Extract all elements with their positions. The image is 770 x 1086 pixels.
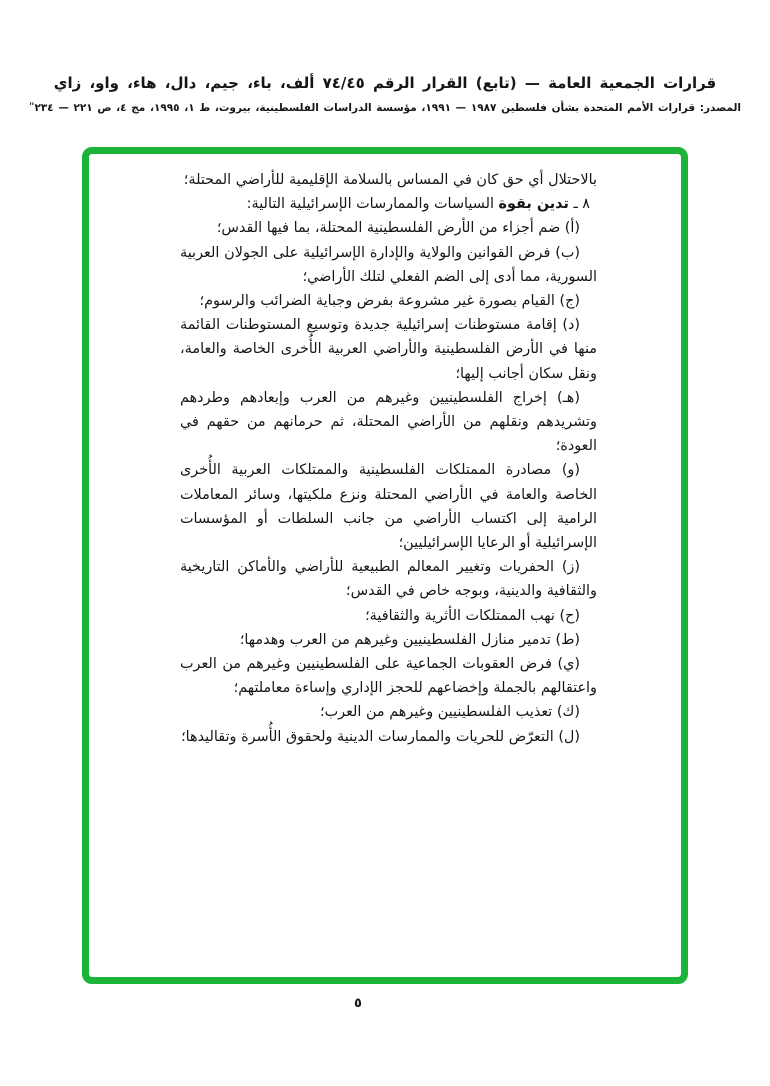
clause-w bbox=[180, 458, 597, 555]
resolution-text bbox=[180, 168, 597, 749]
clause-text: التعرّض للحريات والممارسات الدينية ولحقوق الأُسرة وتقاليدها؛ bbox=[181, 728, 554, 745]
clause-letter: (ل) bbox=[558, 728, 580, 745]
clause-hh bbox=[180, 604, 597, 628]
clause-t bbox=[180, 628, 597, 652]
clause-letter: (ح) bbox=[559, 607, 580, 624]
page-number: ٥ bbox=[354, 996, 362, 1011]
clause-letter: (ط) bbox=[555, 631, 580, 648]
clause-letter: (و) bbox=[561, 462, 580, 479]
clause-letter: (د) bbox=[562, 317, 580, 334]
paragraph-rest: السياسات والممارسات الإسرائيلية التالية: bbox=[246, 196, 494, 213]
source-citation: المصدر: قرارات الأمم المتحدة بشأن فلسطين ١٩٨٧ — ١٩٩١، مؤسسة الدراسات الفلسطينية، بيروت، ط ١، ١٩٩٥، مج ٤، ص ٢٢١ — ٢٣٤ʺ bbox=[28, 102, 742, 114]
operative-paragraph-8 bbox=[180, 192, 597, 216]
clause-d bbox=[180, 313, 597, 386]
page-title bbox=[40, 74, 730, 92]
clause-letter: (ي) bbox=[557, 656, 581, 673]
clause-text: نهب الممتلكات الأثرية والثقافية؛ bbox=[365, 607, 555, 624]
title-prefix: قرارات الجمعية العامة — (تابع) القرار الرقم bbox=[372, 74, 717, 92]
clause-letter: (ب) bbox=[555, 244, 580, 261]
operative-verb: تدين بقوة bbox=[498, 196, 569, 213]
clause-text: ضم أجزاء من الأرض الفلسطينية المحتلة، بما فيها القدس؛ bbox=[216, 220, 561, 237]
clause-text: تعذيب الفلسطينيين وغيرهم من العرب؛ bbox=[320, 704, 553, 721]
clause-text: مصادرة الممتلكات الفلسطينية والممتلكات العربية الأُخرى الخاصة والعامة في الأراضي المحتلة ونزع ملكيتها، وسائر المعاملات الرامية إلى اكتساب الأراضي من جانب السلطات أو المؤسسات الإسرائيلية أو الرعايا الإسرائيليين؛ bbox=[180, 462, 597, 552]
clause-k bbox=[180, 700, 597, 724]
clause-c bbox=[180, 289, 597, 313]
clause-letter: (أ) bbox=[564, 220, 580, 237]
clause-text: تدمير منازل الفلسطينيين وغيرهم من العرب وهدمها؛ bbox=[239, 631, 551, 648]
clause-b bbox=[180, 241, 597, 289]
continuation-paragraph: بالاحتلال أي حق كان في المساس بالسلامة الإقليمية للأراضي المحتلة؛ bbox=[183, 172, 597, 188]
title-suffix: ألف، باء، جيم، دال، هاء، واو، زاي bbox=[53, 74, 315, 92]
clause-letter: (ز) bbox=[561, 559, 580, 576]
clause-z bbox=[180, 555, 597, 603]
clause-text: الحفريات وتغيير المعالم الطبيعية للأراضي والأماكن التاريخية والثقافية والدينية، وبوجه خاص في القدس؛ bbox=[180, 559, 597, 600]
clause-l bbox=[180, 725, 597, 749]
clause-text: إقامة مستوطنات إسرائيلية جديدة وتوسيع المستوطنات القائمة منها في الأرض الفلسطينية والأراضي العربية الأُخرى الخاصة والعامة، ونقل سكان أجانب إليها؛ bbox=[180, 317, 597, 382]
clause-text: فرض القوانين والولاية والإدارة الإسرائيلية على الجولان العربية السورية، مما أدى إلى الضم الفعلي لتلك الأراضي؛ bbox=[180, 244, 597, 285]
paragraph-number: ٨ ـ bbox=[573, 196, 590, 213]
clause-y bbox=[180, 652, 597, 700]
clause-text: القيام بصورة غير مشروعة بفرض وجباية الضرائب والرسوم؛ bbox=[199, 293, 555, 310]
clause-letter: (ك) bbox=[556, 704, 580, 721]
resolution-number: ٧٤/٤٥ bbox=[322, 74, 365, 92]
clause-h bbox=[180, 386, 597, 459]
clause-letter: (ج) bbox=[559, 293, 580, 310]
clause-letter: (هـ) bbox=[556, 389, 580, 406]
clause-text: إخراج الفلسطينيين وغيرهم من العرب وإبعادهم وطردهم وتشريدهم ونقلهم من الأراضي المحتلة، ثم حرمانهم من حقهم في العودة؛ bbox=[180, 389, 597, 455]
clause-text: فرض العقوبات الجماعية على الفلسطينيين وغيرهم من العرب واعتقالهم بالجملة وإخضاعهم للحجز الإداري وإساءة معاملتهم؛ bbox=[180, 656, 597, 697]
clause-a bbox=[180, 216, 597, 240]
